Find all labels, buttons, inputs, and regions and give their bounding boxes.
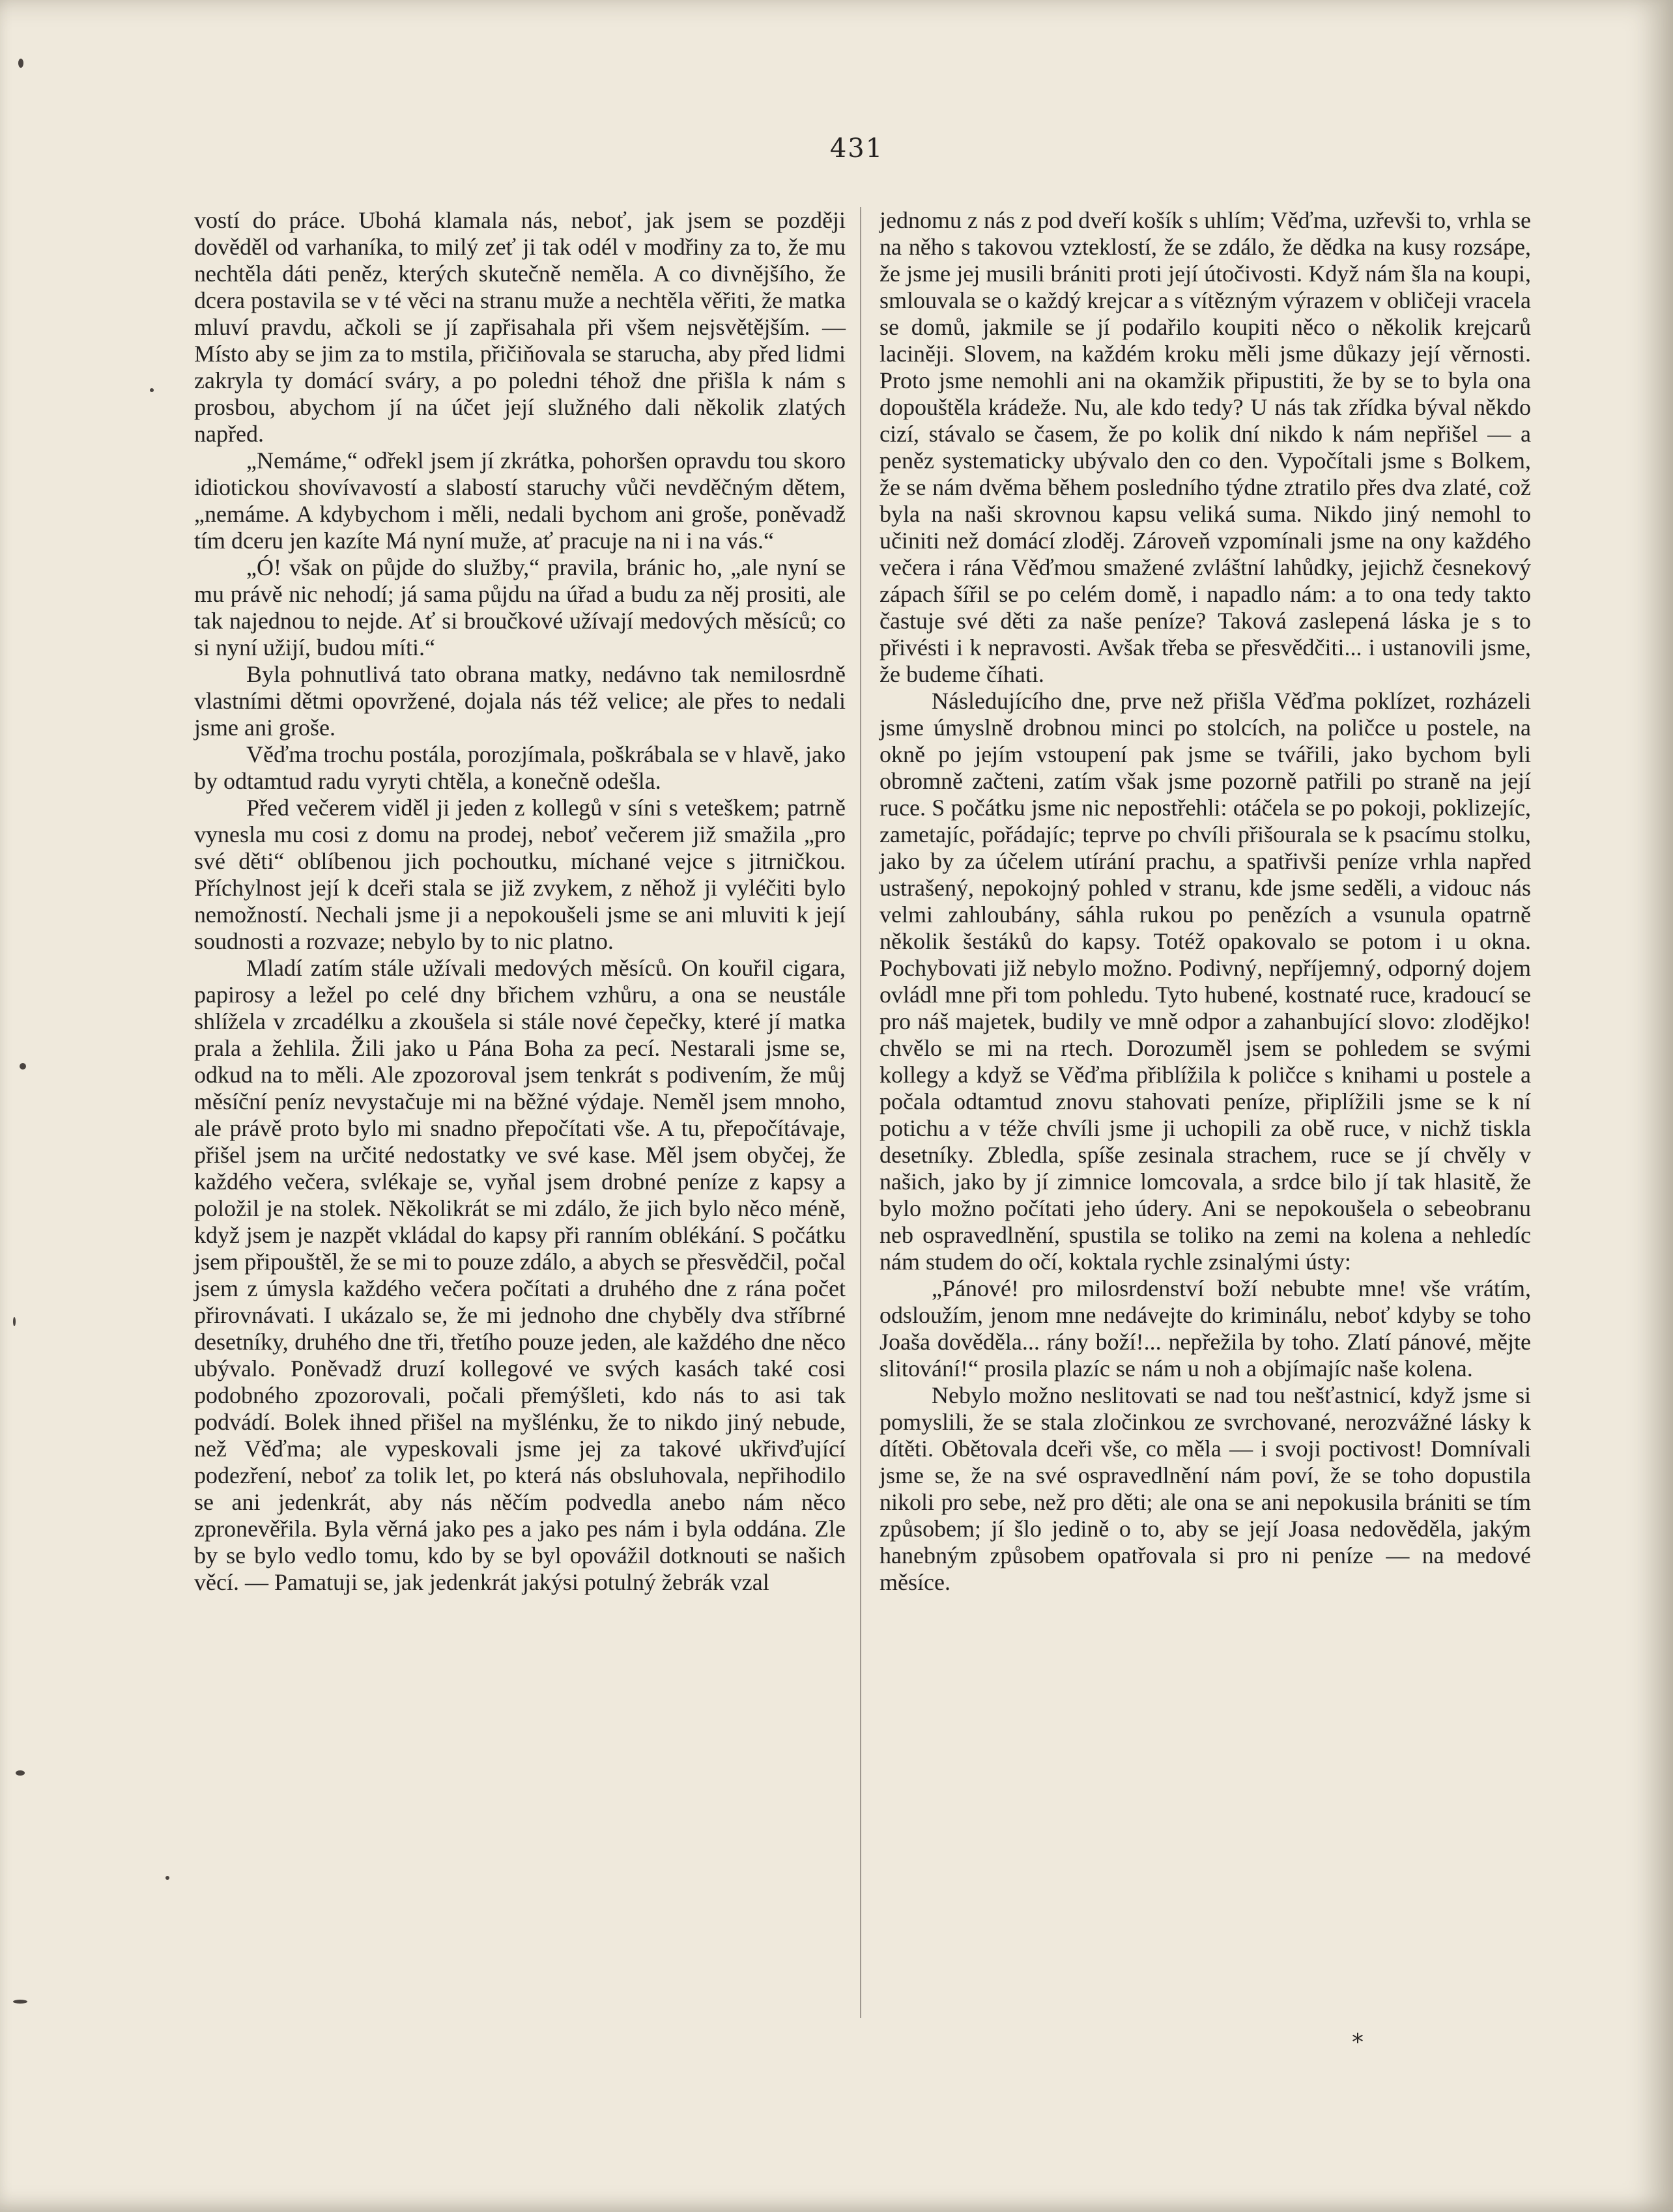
left-column <box>194 207 846 1596</box>
margin-speck <box>18 59 23 68</box>
paragraph: „Nemáme,“ odřekl jsem jí zkrátka, pohoršen opravdu tou skoro idiotickou shovívavostí a slabostí staruchy vůči nevděčným dětem, „nemáme. A kdybychom i měli, nedali bychom ani groše, poněvadž tím dceru jen kazíte Má nyní muže, ať pracuje na ni i na vás.“ <box>194 447 846 554</box>
section-end-mark: * <box>1352 2029 1364 2056</box>
margin-speck <box>150 388 154 392</box>
paragraph: „Pánové! pro milosrdenství boží nebubte mne! vše vrátím, odsloužím, jenom mne nedávejte do kriminálu, neboť kdyby se toho Joaša dověděla... rány boží!... nepřežila by toho. Zlatí pánové, mějte slitování!“ prosila plazíc se nám u noh a objímajíc naše kolena. <box>879 1275 1531 1382</box>
paragraph: jednomu z nás z pod dveří košík s uhlím; Věďma, uzřevši to, vrhla se na něho s takovou vzteklostí, že se zdálo, že dědka na kusy rozsápe, že jsme jej musili brániti proti její útočivosti. Když nám šla na koupi, smlouvala se o každý krejcar a s vítězným výrazem v obličeji vracela se domů, jakmile se jí podařilo koupiti něco o několik krejcarů laciněji. Slovem, na každém kroku měli jsme důkazy její věrnosti. Proto jsme nemohli ani na okamžik připustiti, že by se to byla ona dopouštěla krádeže. Nu, ale kdo tedy? U nás tak zřídka býval někdo cizí, stávalo se časem, že po kolik dní nikdo k nám nepřišel — a peněz systematicky ubývalo den co den. Vypočítali jsme s Bolkem, že se nám dvěma během posledního týdne ztratilo přes dva zlaté, což byla na naši skrovnou kapsu veliká suma. Nikdo jiný nemohl to učiniti než domácí zloděj. Zároveň vzpomínali jsme na ony každého večera i rána Věďmou smažené zvláštní lahůdky, jejichž česnekový zápach šířil se po celém domě, i napadlo nám: a to ona tedy takto častuje své děti za naše peníze? Taková zaslepená láska je s to přivésti i k nepravosti. Avšak třeba se přesvědčiti... i ustanovili jsme, že budeme číhati. <box>879 207 1531 687</box>
paragraph: „Ó! však on půjde do služby,“ pravila, bránic ho, „ale nyní se mu právě nic nehodí; já sama půjdu na úřad a budu za něj prositi, ale tak najednou to nejde. Ať si broučkové užívají medových měsíců; co si nyní užijí, budou míti.“ <box>194 554 846 660</box>
margin-speck <box>20 1063 26 1070</box>
paragraph: Věďma trochu postála, porozjímala, poškrábala se v hlavě, jako by odtamtud radu vyryti chtěla, a konečně odešla. <box>194 741 846 794</box>
paragraph: Byla pohnutlivá tato obrana matky, nedávno tak nemilosrdně vlastními dětmi opovržené, dojala nás též velice; ale přes to nedali jsme ani groše. <box>194 661 846 741</box>
margin-speck <box>13 1317 16 1326</box>
column-divider <box>860 207 861 2018</box>
margin-speck <box>16 1770 25 1776</box>
margin-speck <box>165 1876 169 1880</box>
paragraph: Mladí zatím stále užívali medových měsíců. On kouřil cigara, papirosy a ležel po celé dny břichem vzhůru, a ona se neustále shlížela v zrcadélku a zkoušela si stále nové čepečky, které jí matka prala a žehlila. Žili jako u Pána Boha za pecí. Nestarali jsme se, odkud na to měli. Ale zpozoroval jsem tenkrát s podivením, že můj měsíční peníz nevystačuje mi na běžné výdaje. Neměl jsem mnoho, ale právě proto bylo mi snadno přepočítati vše. A tu, přepočítávaje, přišel jsem na určité nedostatky ve své kase. Měl jsem obyčej, že každého večera, svlékaje se, vyňal jsem drobné peníze z kapsy a položil je na stolek. Několikrát se mi zdálo, že jich bylo něco méně, když jsem je nazpět vkládal do kapsy při ranním oblékání. S počátku jsem připouštěl, že se mi to pouze zdálo, a abych se přesvědčil, počal jsem z úmysla každého večera počítati a druhého dne z rána počet přirovnávati. I ukázalo se, že mi jednoho dne chyběly dva stříbrné desetníky, druhého dne tři, třetího pouze jeden, ale každého dne něco ubývalo. Poněvadž druzí kollegové ve svých kasách také cosi podobného zpozorovali, počali přemýšleti, kdo nás to asi tak podvádí. Bolek ihned přišel na myšlénku, že to nikdo jiný nebude, než Věďma; ale vypeskovali jsme jej za takové ukřivďující podezření, neboť za tolik let, po která nás obsluhovala, nepřihodilo se ani jedenkrát, aby nás něčím podvedla anebo nám něco zpronevěřila. Byla věrná jako pes a jako pes nám i byla oddána. Zle by se bylo vedlo tomu, kdo by se byl opovážil dotknouti se našich věcí. — Pamatuji se, jak jedenkrát jakýsi potulný žebrák vzal <box>194 955 846 1595</box>
right-column <box>879 207 1531 1596</box>
paragraph: Následujícího dne, prve než přišla Věďma poklízet, rozházeli jsme úmyslně drobnou minci po stolcích, na poličce u postele, na okně po jejím vstoupení pak jsme se tvářili, jako bychom byli obromně začteni, zatím však jsme pozorně patřili po straně na její ruce. S počátku jsme nic nepostřehli: otáčela se po pokoji, poklizejíc, zametajíc, pořádajíc; teprve po chvíli přišourala se k psacímu stolku, jako by za účelem utírání prachu, a spatřivši peníze vrhla napřed ustrašený, nepokojný pohled v stranu, kde jsme seděli, a vidouc nás velmi zahloubány, sáhla rukou po penězích a vsunula opatrně několik šestáků do kapsy. Totéž opakovalo se potom i u okna. Pochybovati již nebylo možno. Podivný, nepříjemný, odporný dojem ovládl mne při tom pohledu. Tyto hubené, kostnaté ruce, kradoucí se pro náš majetek, budily ve mně odpor a zahanbující slovo: zlodějko! chvělo se mi na rtech. Dorozuměl jsem se pohledem se svými kollegy a když se Věďma přiblížila k poličce s knihami u postele a počala odtamtud znovu stahovati peníze, připlížili jsme se k ní potichu a v téže chvíli jsme ji uchopili za obě ruce, v nichž tiskla desetníky. Zbledla, spíše zesinala strachem, ruce se jí chvěly v našich, jako by jí zimnice lomcovala, a srdce bilo jí tak hlasitě, že bylo možno počítati jeho údery. Ani se nepokoušela o sebeobranu neb ospravedlnění, spustila se toliko na zemi na kolena a nehledíc nám studem do očí, koktala rychle zsinalými ústy: <box>879 688 1531 1275</box>
page-number: 431 <box>829 134 884 163</box>
paragraph: vostí do práce. Ubohá klamala nás, neboť, jak jsem se později dověděl od varhaníka, to milý zeť ji tak odél v modřiny za to, že mu nechtěla dáti peněz, kterých skutečně neměla. A co divnějšího, že dcera postavila se v té věci na stranu muže a nechtěla věřiti, že matka mluví pravdu, ačkoli se jí zapřisahala při všem nejsvětějším. — Místo aby se jim za to mstila, přičiňovala se starucha, aby před lidmi zakryla ty domácí sváry, a po poledni téhož dne přišla k nám s prosbou, abychom jí na účet její služného dali několik zlatých napřed. <box>194 207 846 447</box>
margin-speck <box>13 2000 27 2004</box>
paragraph: Před večerem viděl ji jeden z kollegů v síni s veteškem; patrně vynesla mu cosi z domu na prodej, neboť večerem již smažila „pro své děti“ oblíbenou jich pochoutku, míchané vejce s jitrničkou. Příchylnost její k dceři stala se již zvykem, z něhož ji vyléčiti bylo nemožností. Nechali jsme ji a nepokoušeli jsme se ani mluviti k její soudnosti a rozvaze; nebylo by to nic platno. <box>194 795 846 954</box>
paragraph: Nebylo možno neslitovati se nad tou nešťastnicí, když jsme si pomyslili, že se stala zločinkou ze svrchované, nerozvážné lásky k dítěti. Obětovala dceři vše, co měla — i svoji poctivost! Domnívali jsme se, že na své ospravedlnění nám poví, že se toho dopustila nikoli pro sebe, než pro děti; ale ona se ani nepokusila brániti se tím způsobem; jí šlo jedině o to, aby se její Joasa nedověděla, jakým hanebným způsobem opatřovala si pro ni peníze — na medové měsíce. <box>879 1382 1531 1595</box>
